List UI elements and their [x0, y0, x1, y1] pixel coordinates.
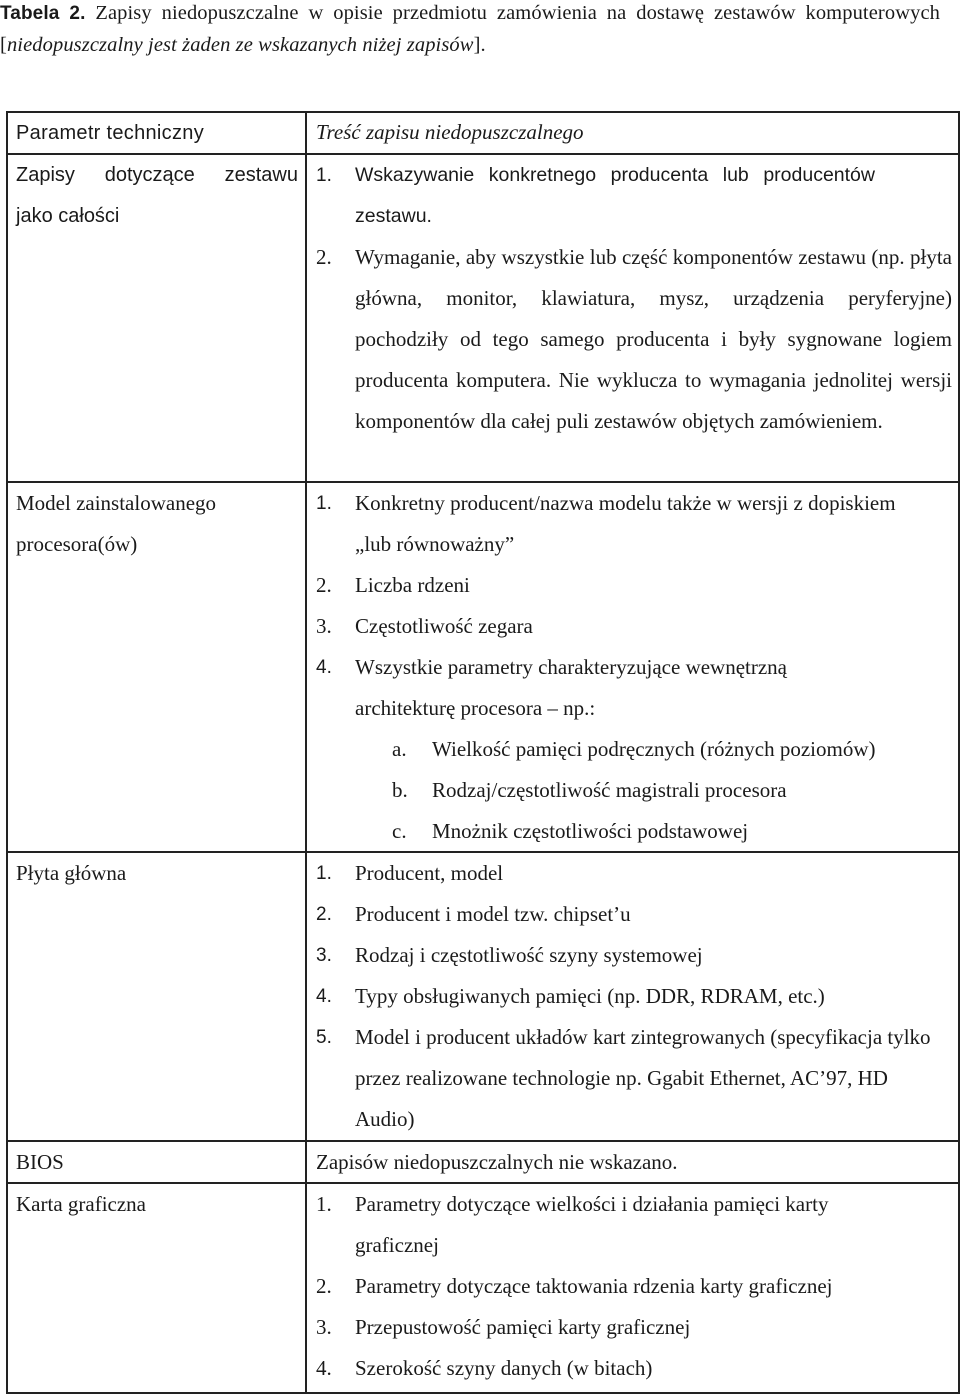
- item-text: Parametry dotyczące wielkości i działania pamięci karty graficznej: [355, 1192, 829, 1257]
- item-text: Producent, model: [355, 861, 504, 885]
- item-number: 1.: [316, 493, 332, 514]
- list-item: [316, 1307, 952, 1348]
- subitem-text: Wielkość pamięci podręcznych (różnych poziomów): [432, 737, 876, 761]
- list-item: [316, 1348, 952, 1389]
- row-content-plyta: [316, 853, 952, 1140]
- header-param-cell: [16, 112, 298, 154]
- item-number: 2.: [316, 904, 332, 925]
- item-number: 4.: [316, 657, 332, 678]
- list-item: [316, 155, 952, 237]
- param-line: BIOS: [16, 1150, 64, 1174]
- item-number: 4.: [316, 1356, 332, 1380]
- item-number: 1.: [316, 863, 332, 884]
- item-text: Przepustowość pamięci karty graficznej: [355, 1315, 691, 1339]
- subitem-text: Mnożnik częstotliwości podstawowej: [432, 819, 749, 843]
- item-number: 3.: [316, 614, 332, 638]
- sub-list-item: [316, 811, 952, 852]
- list-item: [316, 1184, 952, 1266]
- subitem-letter: b.: [392, 778, 408, 802]
- param-line: Model zainstalowanego: [16, 491, 217, 515]
- item-text: Wskazywanie konkretnego producenta lub producentów zestawu.: [355, 164, 875, 227]
- row-content-procesor: [316, 483, 952, 852]
- subitem-letter: a.: [392, 737, 407, 761]
- param-line: Karta graficzna: [16, 1192, 146, 1216]
- item-number: 3.: [316, 1315, 332, 1339]
- item-number: 2.: [316, 1274, 332, 1298]
- item-text: Liczba rdzeni: [355, 573, 470, 597]
- list-item: [316, 237, 952, 442]
- sub-list-item: [316, 770, 952, 811]
- list-item: [316, 853, 952, 894]
- list-item: [316, 565, 952, 606]
- item-text: Producent i model tzw. chipset’u: [355, 902, 631, 926]
- sub-list-item: [316, 729, 952, 770]
- item-text: Model i producent układów kart zintegrowanych (specyfikacja tylko przez realizowane technologie np. Ggabit Ethernet, AC’97, HD Audio): [355, 1025, 931, 1131]
- item-number: 2.: [316, 573, 332, 597]
- item-text: Parametry dotyczące taktowania rdzenia karty graficznej: [355, 1274, 833, 1298]
- table-border-left: [6, 111, 8, 1394]
- param-line: procesora(ów): [16, 532, 138, 556]
- item-number: 2.: [316, 245, 332, 269]
- list-item: [316, 894, 952, 935]
- item-number: 1.: [316, 165, 332, 186]
- item-text: Konkretny producent/nazwa modelu także w wersji z dopiskiem „lub równoważny”: [355, 491, 896, 556]
- item-text: Częstotliwość zegara: [355, 614, 533, 638]
- list-item: [316, 1017, 952, 1140]
- item-text: Szerokość szyny danych (w bitach): [355, 1356, 653, 1380]
- item-number: 5.: [316, 1027, 332, 1048]
- row-param-bios: [16, 1142, 298, 1183]
- list-item: [316, 606, 952, 647]
- subitem-text: Rodzaj/częstotliwość magistrali procesora: [432, 778, 787, 802]
- item-text: Typy obsługiwanych pamięci (np. DDR, RDRAM, etc.): [355, 984, 825, 1008]
- list-item: [316, 1266, 952, 1307]
- header-content-cell: [316, 112, 952, 153]
- param-line: jako całości: [16, 205, 120, 227]
- row-content-zestaw: [316, 155, 952, 442]
- caption-text-end: ].: [473, 34, 486, 56]
- content-text: Zapisów niedopuszczalnych nie wskazano.: [316, 1150, 678, 1174]
- param-line: Zapisy dotyczące zestawu: [16, 164, 298, 186]
- item-number: 1.: [316, 1192, 332, 1216]
- table-column-divider: [305, 111, 307, 1394]
- table-label: Tabela 2.: [0, 3, 86, 24]
- row-param-karta: [16, 1184, 298, 1225]
- list-item: [316, 483, 952, 565]
- list-item: [316, 935, 952, 976]
- row-param-zestaw: [16, 155, 298, 237]
- row-content-karta: [316, 1184, 952, 1389]
- table-caption: [0, 0, 940, 61]
- row-param-procesor: [16, 483, 298, 565]
- table-border-bottom: [6, 1392, 960, 1394]
- row-content-bios: [316, 1142, 952, 1183]
- param-line: Płyta główna: [16, 861, 127, 885]
- list-item: [316, 976, 952, 1017]
- subitem-letter: c.: [392, 819, 407, 843]
- header-content: Treść zapisu niedopuszczalnego: [316, 120, 584, 144]
- caption-italic-note: niedopuszczalny jest żaden ze wskazanych niżej zapisów: [6, 34, 474, 56]
- item-text: Rodzaj i częstotliwość szyny systemowej: [355, 943, 703, 967]
- item-number: 3.: [316, 945, 332, 966]
- item-text: Wszystkie parametry charakteryzujące wewnętrzną architekturę procesora – np.:: [355, 655, 788, 720]
- row-param-plyta: [16, 853, 298, 894]
- header-param: Parametr techniczny: [16, 122, 204, 144]
- item-number: 4.: [316, 986, 332, 1007]
- list-item: [316, 647, 952, 729]
- item-text: Wymaganie, aby wszystkie lub część komponentów zestawu (np. płyta główna, monitor, klawiatura, mysz, urządzenia peryferyjne) pochodziły od tego samego producenta i były sygnowane logiem producenta komputera. Nie wyklucza to wymagania jednolitej wersji komponentów dla całej puli zestawów objętych zamówieniem.: [355, 245, 952, 433]
- caption-text: Zapisy niedopuszczalne w opisie przedmiotu zamówienia na dostawę zestawów komputerowych [: [0, 2, 940, 56]
